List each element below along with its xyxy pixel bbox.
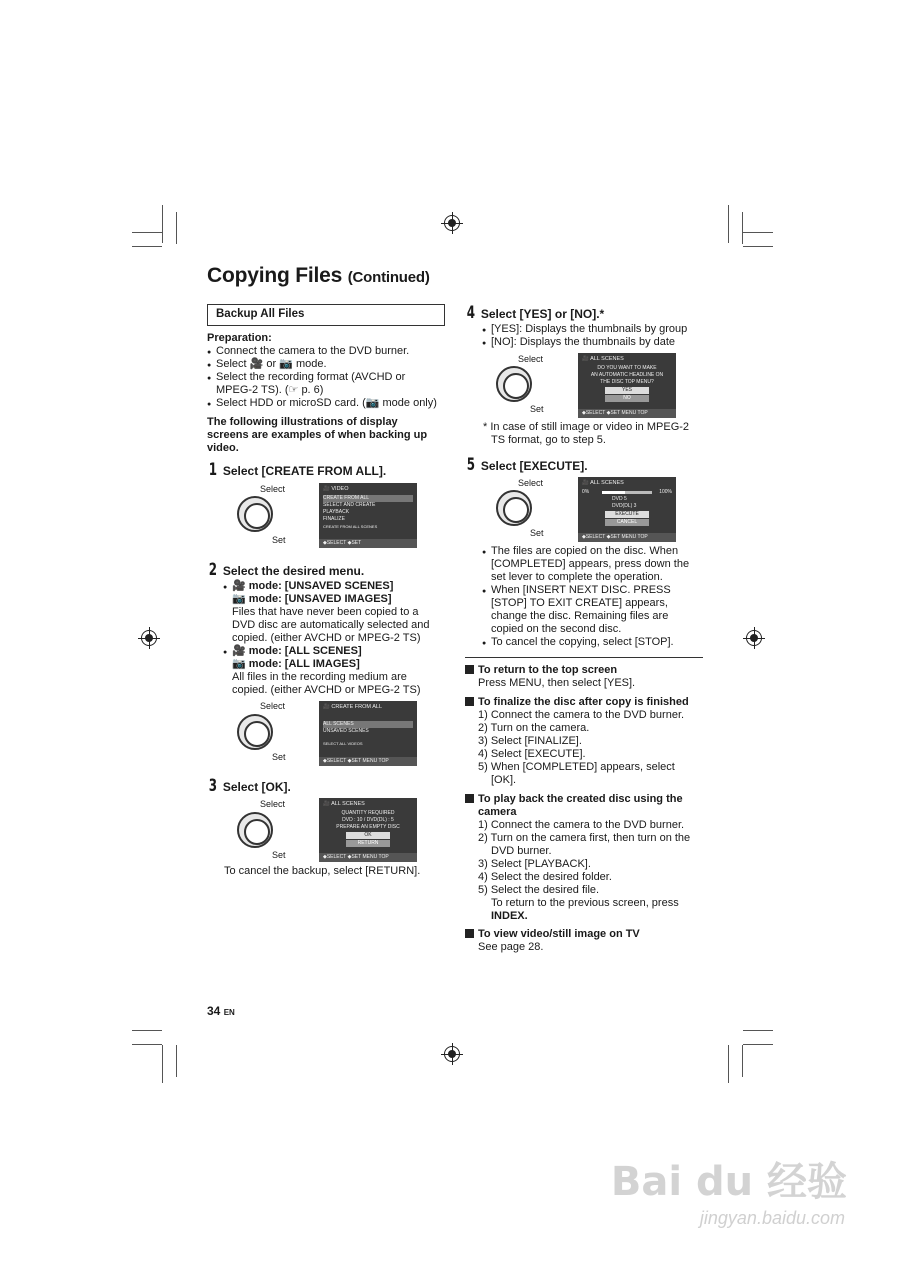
step-label: Select [CREATE FROM ALL]. <box>222 464 387 478</box>
page-number-value: 34 <box>207 1004 221 1018</box>
step-3-desc: To cancel the backup, select [RETURN]. <box>224 865 421 877</box>
list-item: ● [NO]: Displays the thumbnails by date <box>491 336 706 349</box>
prep-item: ● Select 🎥 or 📷 mode. <box>216 358 447 371</box>
list-item-cont: DVD burner. <box>491 845 552 857</box>
dial-icon <box>496 490 532 526</box>
step-label: Select [OK]. <box>222 780 291 794</box>
desc-line: Files that have never been copied to a <box>232 606 419 618</box>
dial-set-label: Set <box>272 752 286 762</box>
desc-line: copied. (either AVCHD or MPEG-2 TS) <box>232 684 421 696</box>
registration-mark-icon <box>141 630 157 646</box>
dial-set-label: Set <box>530 404 544 414</box>
dial-set-label: Set <box>530 528 544 538</box>
mode-label: ● 🎥 mode: [ALL SCENES] <box>232 645 447 658</box>
step-3-heading <box>207 776 291 796</box>
screen-row: SELECT AND CREATE <box>323 502 376 508</box>
dial-icon <box>496 366 532 402</box>
section-text: Press MENU, then select [YES]. <box>478 677 636 689</box>
crop-mark <box>743 1030 773 1031</box>
crop-mark <box>132 1044 162 1045</box>
step-4-footnote <box>483 421 703 447</box>
progress-start-label: 0% <box>582 489 590 495</box>
screen-row: ALL SCENES <box>323 721 413 728</box>
section-heading-cont: camera <box>478 806 517 818</box>
mode-label: 📷 mode: [ALL IMAGES] <box>232 658 360 670</box>
list-item: ● [YES]: Displays the thumbnails by group <box>491 323 706 336</box>
section-heading: To finalize the disc after copy is finished <box>478 696 689 708</box>
screen-1 <box>319 483 417 548</box>
list-item-cont: [STOP] TO EXIT CREATE] appears, <box>491 597 668 609</box>
page-number <box>207 1004 235 1018</box>
list-item: 5) When [COMPLETED] appears, select <box>478 761 675 773</box>
section-text: See page 28. <box>478 941 544 953</box>
desc-line: copied. (either AVCHD or MPEG-2 TS) <box>232 632 421 644</box>
crop-mark <box>176 212 177 244</box>
registration-mark-icon <box>444 215 460 231</box>
step-label: Select [EXECUTE]. <box>480 459 588 473</box>
divider <box>465 657 703 658</box>
step-number: 2 <box>208 560 218 580</box>
list-item: ● The files are copied on the disc. When <box>491 545 706 558</box>
prep-item-cont: MPEG-2 TS). (☞ p. 6) <box>216 384 324 396</box>
section-box-heading: Backup All Files <box>207 304 445 326</box>
list-item-cont: [OK]. <box>491 774 517 786</box>
screen-4 <box>578 353 676 418</box>
section-top <box>465 664 705 690</box>
screen-yes-button: YES <box>605 387 649 394</box>
step-2-body <box>232 580 447 697</box>
step-5-items <box>491 545 706 649</box>
list-item: 1) Connect the camera to the DVD burner. <box>478 819 685 831</box>
note-line: screens are examples of when backing up <box>207 429 428 441</box>
screen-cancel-button: CANCEL <box>605 519 649 526</box>
screen-5 <box>578 477 676 542</box>
section-heading: To play back the created disc using the <box>478 793 683 805</box>
list-item: 3) Select [PLAYBACK]. <box>478 858 591 870</box>
screen-foot: ◆SELECT ◆SET MENU TOP <box>319 757 417 766</box>
screen-row: DVD : 10 / DVD(DL) : 5 <box>342 817 394 823</box>
dial-icon <box>237 714 273 750</box>
desc-line: DVD disc are automatically selected and <box>232 619 430 631</box>
list-item: 2) Turn on the camera. <box>478 722 590 734</box>
list-item: ● When [INSERT NEXT DISC. PRESS <box>491 584 706 597</box>
list-item-cont: INDEX. <box>491 910 528 922</box>
screen-2 <box>319 701 417 766</box>
screen-foot: ◆SELECT ◆SET MENU TOP <box>319 853 417 862</box>
crop-mark <box>742 212 743 244</box>
section-play <box>465 793 705 923</box>
list-item: 4) Select [EXECUTE]. <box>478 748 586 760</box>
list-item-cont: To return to the previous screen, press <box>491 897 679 909</box>
screen-row: CREATE FROM ALL SCENES <box>323 524 378 529</box>
screen-foot: ◆SELECT ◆SET <box>319 539 417 548</box>
screen-progress-row <box>582 489 672 496</box>
step-4-heading <box>465 303 604 323</box>
dial-icon <box>237 812 273 848</box>
preparation-heading: Preparation: <box>207 332 272 344</box>
dial-icon <box>237 496 273 532</box>
progress-bar <box>602 491 652 494</box>
step-number: 3 <box>208 776 218 796</box>
screen-foot: ◆SELECT ◆SET MENU TOP <box>578 533 676 542</box>
step-number: 1 <box>208 460 218 480</box>
title-sub: (Continued) <box>347 269 430 286</box>
mode-label: ● 🎥 mode: [UNSAVED SCENES] <box>232 580 447 593</box>
progress-end-label: 100% <box>659 489 672 495</box>
mode-label: 📷 mode: [UNSAVED IMAGES] <box>232 593 392 605</box>
screen-head: 🎥 ALL SCENES <box>582 356 624 362</box>
dial-select-label: Select <box>518 478 544 488</box>
note-line: video. <box>207 442 239 454</box>
footnote-line: * In case of still image or video in MPEG-2 <box>483 421 690 433</box>
prep-item: ● Select the recording format (AVCHD or <box>216 371 447 384</box>
crop-mark <box>742 1045 743 1077</box>
list-item: 4) Select the desired folder. <box>478 871 612 883</box>
dial-select-label: Select <box>260 701 286 711</box>
screen-row: AN AUTOMATIC HEADLINE ON <box>590 372 664 378</box>
dial-select-label: Select <box>260 484 286 494</box>
list-item: 3) Select [FINALIZE]. <box>478 735 582 747</box>
crop-mark <box>743 232 773 233</box>
dial-set-label: Set <box>272 535 286 545</box>
screen-row: FINALIZE <box>323 516 345 522</box>
crop-mark <box>743 246 773 247</box>
screen-row: QUANTITY REQUIRED <box>341 810 395 816</box>
screen-row: SELECT ALL VIDEOS <box>323 741 363 746</box>
prep-item: ● Select HDD or microSD card. (📷 mode only) <box>216 397 447 410</box>
section-heading: To return to the top screen <box>478 664 618 676</box>
step-1-heading <box>207 460 386 480</box>
crop-mark <box>132 246 162 247</box>
note-bold <box>207 416 447 455</box>
prep-item: ● Connect the camera to the DVD burner. <box>216 345 447 358</box>
list-item: 1) Connect the camera to the DVD burner. <box>478 709 685 721</box>
screen-execute-button: EXECUTE <box>605 511 649 518</box>
screen-row: DO YOU WANT TO MAKE <box>597 365 657 371</box>
screen-row: DVD 5 <box>612 496 627 502</box>
page-title <box>207 264 430 288</box>
list-item-cont: copied on the second disc. <box>491 623 622 635</box>
crop-mark <box>132 1030 162 1031</box>
note-line: The following illustrations of display <box>207 416 398 428</box>
screen-head: 🎥 ALL SCENES <box>323 801 365 807</box>
dial-select-label: Select <box>260 799 286 809</box>
crop-mark <box>162 205 163 243</box>
screen-no-button: NO <box>605 395 649 402</box>
screen-head: 🎥 ALL SCENES <box>582 480 624 486</box>
page-lang: EN <box>223 1008 235 1017</box>
screen-row: THE DISC TOP MENU? <box>600 379 654 385</box>
list-item: 5) Select the desired file. <box>478 884 600 896</box>
screen-return-button: RETURN <box>346 840 390 847</box>
list-item-cont: [COMPLETED] appears, press down the <box>491 558 690 570</box>
screen-row: UNSAVED SCENES <box>323 728 369 734</box>
section-tv <box>465 928 705 954</box>
screen-row: CREATE FROM ALL <box>323 495 413 502</box>
dial-set-label: Set <box>272 850 286 860</box>
step-number: 5 <box>466 455 476 475</box>
list-item-cont: set lever to complete the operation. <box>491 571 663 583</box>
registration-mark-icon <box>444 1046 460 1062</box>
step-label: Select the desired menu. <box>222 564 365 578</box>
dial-select-label: Select <box>518 354 544 364</box>
list-item: 2) Turn on the camera first, then turn on the <box>478 832 691 844</box>
section-heading: To view video/still image on TV <box>478 928 640 940</box>
title-text: Copying Files <box>207 264 343 287</box>
screen-head: 🎥 CREATE FROM ALL <box>323 704 383 710</box>
crop-mark <box>162 1045 163 1083</box>
crop-mark <box>132 232 162 233</box>
crop-mark <box>176 1045 177 1077</box>
step-4-items <box>491 323 706 349</box>
preparation-block <box>207 332 447 455</box>
screen-foot: ◆SELECT ◆SET MENU TOP <box>578 409 676 418</box>
crop-mark <box>728 1045 729 1083</box>
watermark-logo: Bai du 经验 <box>610 1159 847 1205</box>
screen-ok-button: OK <box>346 832 390 839</box>
watermark-url: jingyan.baidu.com <box>699 1208 845 1228</box>
desc-line: All files in the recording medium are <box>232 671 407 683</box>
screen-row: DVD(DL) 3 <box>612 503 637 509</box>
screen-row: PREPARE AN EMPTY DISC <box>336 824 400 830</box>
step-2-heading <box>207 560 364 580</box>
screen-3 <box>319 798 417 862</box>
section-finalize <box>465 696 705 787</box>
step-5-heading <box>465 455 588 475</box>
list-item-cont: change the disc. Remaining files are <box>491 610 669 622</box>
footnote-line: TS format, go to step 5. <box>491 434 606 446</box>
crop-mark <box>743 1044 773 1045</box>
screen-head: 🎥 VIDEO <box>323 486 349 492</box>
step-number: 4 <box>466 303 476 323</box>
step-label: Select [YES] or [NO].* <box>480 307 605 321</box>
list-item: ● To cancel the copying, select [STOP]. <box>491 636 706 649</box>
registration-mark-icon <box>746 630 762 646</box>
screen-row: PLAYBACK <box>323 509 350 515</box>
crop-mark <box>728 205 729 243</box>
